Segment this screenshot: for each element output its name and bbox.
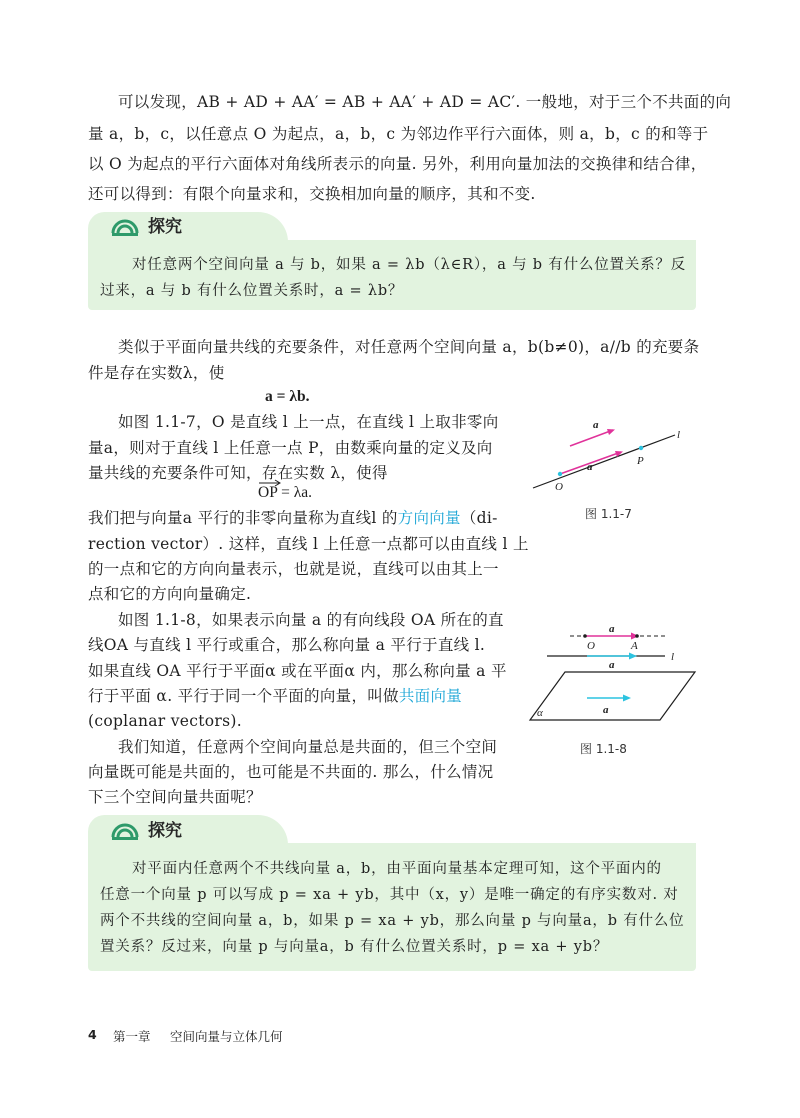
explore-title: 探究 <box>148 217 182 237</box>
vector-arrow-icon <box>258 479 282 487</box>
explore-icon <box>110 820 140 842</box>
arrowhead-icon <box>623 695 631 702</box>
text-line: 如图 1.1-8，如果表示向量 a 的有向线段 OA 所在的直 <box>118 611 504 629</box>
text-segment: 我们把与向量a 平行的非零向量称为直线l 的 <box>88 509 398 527</box>
label-a: a <box>587 461 593 473</box>
text-segment: 行于平面 α. 平行于同一个平面的向量，叫做 <box>88 687 399 705</box>
text-line: 量a，则对于直线 l 上任意一点 P，由数乘向量的定义及向 <box>88 439 493 457</box>
figure-1-1-7 <box>525 410 705 495</box>
point-A <box>635 634 639 638</box>
text-line: 点和它的方向向量确定. <box>88 585 252 603</box>
text-line: 还可以得到：有限个向量求和，交换相加向量的顺序，其和不变. <box>88 185 536 203</box>
arrowhead-icon <box>607 429 615 435</box>
explore-text-line: 两个不共线的空间向量 a，b，如果 p = xa + yb，那么向量 p 与向量a，b 有什么位 <box>100 913 685 929</box>
term-direction-vector: 方向向量 <box>397 509 461 527</box>
text-line: 的一点和它的方向向量表示，也就是说，直线可以由其上一 <box>88 560 499 578</box>
chapter-label: 第一章 <box>113 1029 151 1044</box>
text-line: 如果直线 OA 平行于平面α 或在平面α 内，那么称向量 a 平 <box>88 662 507 680</box>
label-alpha: α <box>537 707 543 719</box>
label-a: a <box>609 623 615 635</box>
label-a: a <box>603 704 609 716</box>
formula-text: OP = λa. <box>258 484 313 501</box>
text-line: rection vector）. 这样，直线 l 上任意一点都可以由直线 l 上 <box>88 535 529 553</box>
label-A: A <box>631 640 638 652</box>
text-line <box>88 506 498 531</box>
label-l: l <box>677 429 681 441</box>
text-line: 我们知道，任意两个空间向量总是共面的，但三个空间 <box>118 738 498 756</box>
explore-text-line: 任意一个向量 p 可以写成 p = xa + yb，其中（x，y）是唯一确定的有序实数对. 对 <box>100 887 679 903</box>
text-line: 如图 1.1-7，O 是直线 l 上一点，在直线 l 上取非零向 <box>118 413 499 431</box>
text-line: 量 a，b，c，以任意点 O 为起点，a，b，c 为邻边作平行六面体，则 a，b，c 的和等于 <box>88 125 709 143</box>
chapter-title: 空间向量与立体几何 <box>170 1029 283 1044</box>
term-coplanar-vector: 共面向量 <box>398 687 463 705</box>
text-line: 可以发现，AB + AD + AA′ = AB + AA′ + AD = AC′. 一般地，对于三个不共面的向 <box>118 93 732 111</box>
label-l: l <box>671 651 675 663</box>
label-a: a <box>609 659 615 671</box>
text-line: 以 O 为起点的平行六面体对角线所表示的向量. 另外，利用向量加法的交换律和结合律， <box>88 155 707 173</box>
explore-text-line: 置关系？反过来，向量 p 与向量a，b 有什么位置关系时，p = xa + yb？ <box>100 939 609 955</box>
text-line: 向量既可能是共面的，也可能是不共面的. 那么，什么情况 <box>88 763 494 781</box>
text-line: (coplanar vectors). <box>88 712 242 730</box>
text-line <box>88 684 462 709</box>
label-a: a <box>593 419 599 431</box>
vector-a-upper <box>570 430 613 446</box>
plane-alpha <box>530 672 695 720</box>
figure-caption: 图 1.1-7 <box>585 507 632 521</box>
text-line: 类似于平面向量共线的充要条件，对任意两个空间向量 a，b(b≠0)，a//b 的充要条 <box>118 338 700 356</box>
text-line: 量共线的充要条件可知，存在实数 λ，使得 <box>88 464 388 482</box>
figure-caption: 图 1.1-8 <box>580 742 627 756</box>
label-P: P <box>637 455 644 467</box>
text-line: 件是存在实数λ，使 <box>88 364 225 382</box>
point-O <box>558 472 562 476</box>
text-segment: （di- <box>460 509 498 527</box>
arrowhead-icon <box>629 653 637 660</box>
explore-text-line: 对平面内任意两个不共线向量 a，b，由平面向量基本定理可知，这个平面内的 <box>132 861 662 877</box>
figure-1-1-8 <box>525 620 705 735</box>
point-O <box>583 634 587 638</box>
label-O: O <box>587 640 595 652</box>
point-P <box>639 446 643 450</box>
explore-title: 探究 <box>148 821 182 841</box>
page-number: 4 <box>88 1027 97 1042</box>
formula-op-lambda-a <box>258 481 312 505</box>
formula-a-lambda-b: a = λb. <box>265 388 310 405</box>
explore-icon <box>110 216 140 238</box>
explore-text-line: 对任意两个空间向量 a 与 b，如果 a = λb（λ∈R），a 与 b 有什么位置关系？反 <box>132 257 686 273</box>
label-O: O <box>555 481 563 493</box>
text-line: 线OA 与直线 l 平行或重合，那么称向量 a 平行于直线 l. <box>88 636 486 654</box>
text-line: 下三个空间向量共面呢？ <box>88 788 262 806</box>
explore-text-line: 过来，a 与 b 有什么位置关系时，a = λb？ <box>100 283 404 299</box>
